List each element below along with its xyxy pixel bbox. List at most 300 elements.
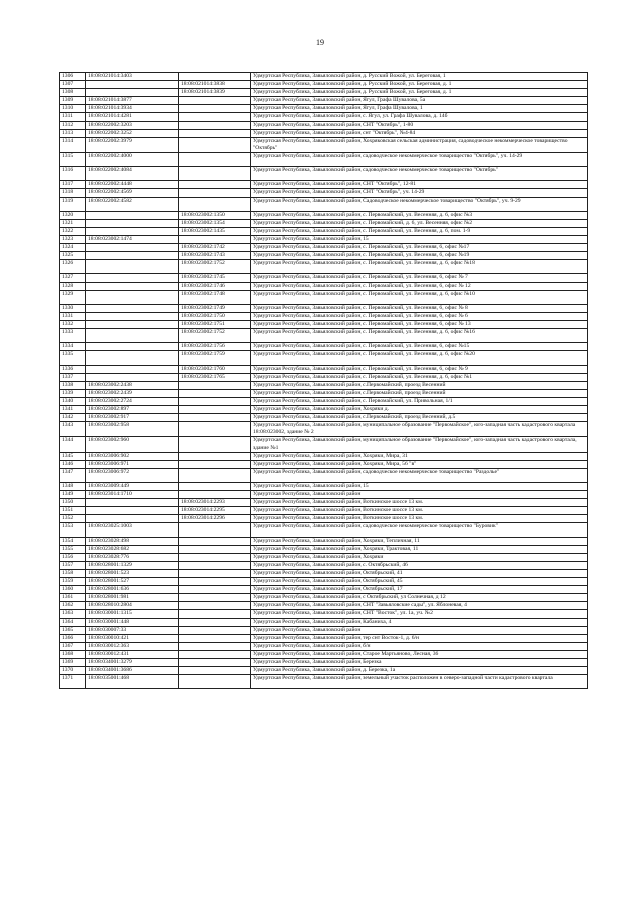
table-row bbox=[60, 397, 588, 405]
cadastral-number-cell: 18:08:028001:636 bbox=[86, 586, 179, 594]
table-row bbox=[60, 659, 588, 667]
address-cell: Удмуртская Республика, Завьяловский район, Кабаниха, 4 bbox=[251, 618, 588, 626]
address-cell: Удмуртская Республика, Завьяловский район, с.Первомайский, проезд Весенний, д.5 bbox=[251, 414, 588, 422]
address-cell: Удмуртская Республика, Завьяловский район, с. Первомайский, д. 6, ул. Весенняя, офис №2 bbox=[251, 219, 588, 227]
table-row bbox=[60, 381, 588, 389]
table-row bbox=[60, 537, 588, 545]
cadastral-number-2-cell bbox=[179, 452, 251, 460]
row-number-cell: 1362 bbox=[60, 602, 86, 610]
address-cell: Удмуртская Республика, Завьяловский район, д. Русский Вожой, ул. Береговая, д. 1 bbox=[251, 89, 588, 97]
cadastral-number-cell bbox=[86, 499, 179, 507]
cadastral-number-2-cell: 18:08:023002:1752 bbox=[179, 329, 251, 343]
table-row bbox=[60, 365, 588, 373]
cadastral-number-cell: 18:08:030010:421 bbox=[86, 634, 179, 642]
cadastral-number-2-cell bbox=[179, 381, 251, 389]
address-cell: Удмуртская Республика, Завьяловский район, СНТ "Октябрь", 1-80 bbox=[251, 121, 588, 129]
cadastral-number-cell: 18:08:023014:1710 bbox=[86, 491, 179, 499]
table-row bbox=[60, 282, 588, 290]
row-number-cell: 1364 bbox=[60, 618, 86, 626]
cadastral-number-cell: 18:08:021014:4281 bbox=[86, 113, 179, 121]
cadastral-number-cell: 18:08:023006:902 bbox=[86, 452, 179, 460]
cadastral-number-2-cell bbox=[179, 602, 251, 610]
table-row bbox=[60, 389, 588, 397]
cadastral-number-2-cell bbox=[179, 594, 251, 602]
table-row bbox=[60, 211, 588, 219]
table-row bbox=[60, 515, 588, 523]
cadastral-number-2-cell bbox=[179, 235, 251, 243]
address-cell: Удмуртская Республика, Завьяловский район, с. Первомайский, ул. Весенняя, 6, офис №19 bbox=[251, 252, 588, 260]
table-row bbox=[60, 545, 588, 553]
row-number-cell: 1335 bbox=[60, 351, 86, 365]
address-cell: Удмуртская Республика, Завьяловский район, с. Первомайский, ул. Весенняя, д. 6, офис №18 bbox=[251, 260, 588, 274]
row-number-cell: 1354 bbox=[60, 537, 86, 545]
table-row bbox=[60, 312, 588, 320]
row-number-cell: 1349 bbox=[60, 491, 86, 499]
cadastral-number-2-cell bbox=[179, 570, 251, 578]
row-number-cell: 1321 bbox=[60, 219, 86, 227]
address-cell: Удмуртская Республика, Завьяловский район, с.Первомайский, проезд Весенний bbox=[251, 389, 588, 397]
cadastral-number-cell bbox=[86, 507, 179, 515]
row-number-cell: 1314 bbox=[60, 137, 86, 152]
address-cell: Удмуртская Республика, Завьяловский район, Ягул, Графа Шувалова, 1 bbox=[251, 105, 588, 113]
table-row bbox=[60, 81, 588, 89]
row-number-cell: 1330 bbox=[60, 304, 86, 312]
cadastral-number-2-cell: 18:08:021014:3838 bbox=[179, 81, 251, 89]
cadastral-number-cell bbox=[86, 219, 179, 227]
address-cell: Удмуртская Республика, Завьяловский район, д. Березка, 1а bbox=[251, 667, 588, 675]
cadastral-number-cell bbox=[86, 343, 179, 351]
cadastral-number-2-cell: 18:08:023002:1751 bbox=[179, 321, 251, 329]
row-number-cell: 1357 bbox=[60, 561, 86, 569]
cadastral-number-cell: 18:08:022002:4448 bbox=[86, 181, 179, 189]
table-row bbox=[60, 507, 588, 515]
table-row bbox=[60, 274, 588, 282]
table-row bbox=[60, 618, 588, 626]
cadastral-number-2-cell: 18:08:023002:1745 bbox=[179, 274, 251, 282]
cadastral-number-cell bbox=[86, 227, 179, 235]
address-cell: Удмуртская Республика, Завьяловский район, с. Первомайский, ул. Весенняя, 6, офис №15 bbox=[251, 343, 588, 351]
cadastral-number-cell: 18:08:021014:3877 bbox=[86, 97, 179, 105]
cadastral-number-cell bbox=[86, 274, 179, 282]
table-row bbox=[60, 499, 588, 507]
cadastral-number-cell bbox=[86, 89, 179, 97]
cadastral-number-2-cell bbox=[179, 618, 251, 626]
cadastral-number-2-cell bbox=[179, 152, 251, 166]
address-cell: Удмуртская Республика, Завьяловский район, с. Первомайский, ул. Весенняя, д. 6, пом. 1-9 bbox=[251, 227, 588, 235]
cadastral-number-cell: 18:08:023025:1003 bbox=[86, 523, 179, 537]
cadastral-number-2-cell bbox=[179, 137, 251, 152]
table-row bbox=[60, 152, 588, 166]
cadastral-number-2-cell: 18:08:021014:3839 bbox=[179, 89, 251, 97]
address-cell: Удмуртская Республика, Завьяловский район, с Октябрьский, ул Солнечная, д 12 bbox=[251, 594, 588, 602]
cadastral-number-cell: 18:08:028001:527 bbox=[86, 578, 179, 586]
table-row bbox=[60, 667, 588, 675]
cadastral-number-2-cell bbox=[179, 675, 251, 689]
address-cell: Удмуртская Республика, Завьяловский район, с. Первомайский, ул. Весенняя, 6, офис № 9 bbox=[251, 365, 588, 373]
cadastral-number-cell bbox=[86, 321, 179, 329]
row-number-cell: 1334 bbox=[60, 343, 86, 351]
row-number-cell: 1346 bbox=[60, 460, 86, 468]
row-number-cell: 1312 bbox=[60, 121, 86, 129]
cadastral-number-cell: 18:08:023006:972 bbox=[86, 468, 179, 482]
cadastral-number-2-cell: 18:08:023002:1748 bbox=[179, 290, 251, 304]
cadastral-number-cell bbox=[86, 365, 179, 373]
cadastral-number-2-cell bbox=[179, 482, 251, 490]
row-number-cell: 1333 bbox=[60, 329, 86, 343]
cadastral-number-2-cell: 18:08:023002:1742 bbox=[179, 244, 251, 252]
register-body bbox=[60, 73, 588, 689]
cadastral-number-cell bbox=[86, 260, 179, 274]
cadastral-number-2-cell bbox=[179, 397, 251, 405]
row-number-cell: 1317 bbox=[60, 181, 86, 189]
cadastral-number-2-cell bbox=[179, 389, 251, 397]
address-cell: Удмуртская Республика, Завьяловский район, Воткинское шоссе 13 км. bbox=[251, 515, 588, 523]
cadastral-number-2-cell: 18:08:023002:1765 bbox=[179, 373, 251, 381]
cadastral-number-2-cell bbox=[179, 586, 251, 594]
cadastral-number-2-cell bbox=[179, 121, 251, 129]
row-number-cell: 1318 bbox=[60, 189, 86, 197]
cadastral-number-cell: 18:08:035001:468 bbox=[86, 675, 179, 689]
row-number-cell: 1319 bbox=[60, 197, 86, 211]
table-row bbox=[60, 244, 588, 252]
row-number-cell: 1358 bbox=[60, 570, 86, 578]
table-row bbox=[60, 329, 588, 343]
cadastral-number-cell bbox=[86, 211, 179, 219]
cadastral-number-2-cell: 18:08:023014:2296 bbox=[179, 515, 251, 523]
cadastral-number-cell bbox=[86, 81, 179, 89]
table-row bbox=[60, 167, 588, 181]
row-number-cell: 1360 bbox=[60, 586, 86, 594]
cadastral-number-cell: 18:08:022002:3203 bbox=[86, 121, 179, 129]
cadastral-number-2-cell: 18:08:023002:1759 bbox=[179, 351, 251, 365]
cadastral-number-2-cell: 18:08:023002:1746 bbox=[179, 282, 251, 290]
table-row bbox=[60, 89, 588, 97]
cadastral-number-2-cell: 18:08:023002:1350 bbox=[179, 211, 251, 219]
row-number-cell: 1367 bbox=[60, 642, 86, 650]
cadastral-number-2-cell bbox=[179, 468, 251, 482]
address-cell: Удмуртская Республика, Завьяловский район, Хохряковская сельская администрация, садоводческое некоммерческое товарищество "Октябрь" bbox=[251, 137, 588, 152]
row-number-cell: 1369 bbox=[60, 659, 86, 667]
address-cell: Удмуртская Республика, Завьяловский район, с. Первомайский, ул. Привольная, 1/1 bbox=[251, 397, 588, 405]
address-cell: Удмуртская Республика, Завьяловский район, д. Русский Вожой, ул. Береговая, 1 bbox=[251, 73, 588, 81]
row-number-cell: 1353 bbox=[60, 523, 86, 537]
table-row bbox=[60, 121, 588, 129]
table-row bbox=[60, 321, 588, 329]
row-number-cell: 1310 bbox=[60, 105, 86, 113]
table-row bbox=[60, 137, 588, 152]
row-number-cell: 1306 bbox=[60, 73, 86, 81]
cadastral-number-2-cell: 18:08:023002:1435 bbox=[179, 227, 251, 235]
row-number-cell: 1345 bbox=[60, 452, 86, 460]
address-cell: Удмуртская Республика, Завьяловский район, 15 bbox=[251, 235, 588, 243]
table-row bbox=[60, 626, 588, 634]
address-cell: Удмуртская Республика, Завьяловский район, СНТ "Восток", ул. 1а, уч. №2 bbox=[251, 610, 588, 618]
cadastral-number-2-cell bbox=[179, 73, 251, 81]
address-cell: Удмуртская Республика, Завьяловский район, с. Первомайский, ул. Весенняя, 6, офис № 7 bbox=[251, 274, 588, 282]
row-number-cell: 1327 bbox=[60, 274, 86, 282]
address-cell: Удмуртская Республика, Завьяловский район, муниципальное образование "Первомайское", юго-западная часть кадастрового квартала 18:08:023002, здание № 2 bbox=[251, 422, 588, 437]
cadastral-number-cell: 18:08:022002:4000 bbox=[86, 152, 179, 166]
address-cell: Удмуртская Республика, Завьяловский район, Хохряки д. bbox=[251, 406, 588, 414]
address-cell: Удмуртская Республика, Завьяловский район, СНТ "Октябрь", 12-81 bbox=[251, 181, 588, 189]
row-number-cell: 1350 bbox=[60, 499, 86, 507]
table-row bbox=[60, 129, 588, 137]
row-number-cell: 1329 bbox=[60, 290, 86, 304]
row-number-cell: 1332 bbox=[60, 321, 86, 329]
address-cell: Удмуртская Республика, Завьяловский район, с. Первомайский, ул. Весенняя, 6, офис №17 bbox=[251, 244, 588, 252]
row-number-cell: 1325 bbox=[60, 252, 86, 260]
row-number-cell: 1315 bbox=[60, 152, 86, 166]
cadastral-number-cell bbox=[86, 290, 179, 304]
cadastral-number-2-cell bbox=[179, 610, 251, 618]
table-row bbox=[60, 252, 588, 260]
address-cell: Удмуртская Республика, Завьяловский район, Октябрьский, 17 bbox=[251, 586, 588, 594]
cadastral-number-2-cell bbox=[179, 129, 251, 137]
address-cell: Удмуртская Республика, Завьяловский район, с. Первомайский, ул. Весенняя, д. 6, офис №20 bbox=[251, 351, 588, 365]
row-number-cell: 1366 bbox=[60, 634, 86, 642]
cadastral-number-cell: 18:08:030001:1315 bbox=[86, 610, 179, 618]
table-row bbox=[60, 602, 588, 610]
address-cell: Удмуртская Республика, Завьяловский район, тер снт Восток-1, д. 6/н bbox=[251, 634, 588, 642]
row-number-cell: 1316 bbox=[60, 167, 86, 181]
cadastral-number-2-cell bbox=[179, 537, 251, 545]
cadastral-number-2-cell bbox=[179, 437, 251, 452]
row-number-cell: 1359 bbox=[60, 578, 86, 586]
table-row bbox=[60, 113, 588, 121]
row-number-cell: 1338 bbox=[60, 381, 86, 389]
cadastral-number-cell: 18:08:023002:2439 bbox=[86, 389, 179, 397]
cadastral-number-2-cell bbox=[179, 113, 251, 121]
cadastral-number-cell bbox=[86, 515, 179, 523]
address-cell: Удмуртская Республика, Завьяловский район, Октябрьский, 41 bbox=[251, 570, 588, 578]
cadastral-number-cell: 18:08:023002:1474 bbox=[86, 235, 179, 243]
table-row bbox=[60, 235, 588, 243]
table-row bbox=[60, 97, 588, 105]
cadastral-number-2-cell bbox=[179, 406, 251, 414]
address-cell: Удмуртская Республика, Завьяловский район, с. Ягул, ул. Графа Шувалова, д. 14б bbox=[251, 113, 588, 121]
cadastral-number-cell: 18:08:023006:971 bbox=[86, 460, 179, 468]
cadastral-number-cell: 18:08:028010:2804 bbox=[86, 602, 179, 610]
row-number-cell: 1320 bbox=[60, 211, 86, 219]
row-number-cell: 1309 bbox=[60, 97, 86, 105]
table-row bbox=[60, 181, 588, 189]
address-cell: Удмуртская Республика, Завьяловский район bbox=[251, 491, 588, 499]
row-number-cell: 1311 bbox=[60, 113, 86, 121]
cadastral-number-cell bbox=[86, 282, 179, 290]
cadastral-number-cell: 18:08:022002:4582 bbox=[86, 197, 179, 211]
row-number-cell: 1352 bbox=[60, 515, 86, 523]
table-row bbox=[60, 343, 588, 351]
cadastral-number-2-cell: 18:08:023002:1743 bbox=[179, 252, 251, 260]
address-cell: Удмуртская Республика, Завьяловский район, Хохряки, Мира, 31 bbox=[251, 452, 588, 460]
cadastral-number-cell: 18:08:030007:33 bbox=[86, 626, 179, 634]
address-cell: Удмуртская Республика, Завьяловский район, с. Первомайский, ул. Весенняя, д. 6, офис №3 bbox=[251, 211, 588, 219]
row-number-cell: 1371 bbox=[60, 675, 86, 689]
row-number-cell: 1363 bbox=[60, 610, 86, 618]
row-number-cell: 1355 bbox=[60, 545, 86, 553]
table-row bbox=[60, 304, 588, 312]
cadastral-number-2-cell: 18:08:023002:1354 bbox=[179, 219, 251, 227]
address-cell: Удмуртская Республика, Завьяловский район, Старое Мартьяново, Лесная, 36 bbox=[251, 650, 588, 658]
cadastral-number-2-cell bbox=[179, 197, 251, 211]
page-number: 19 bbox=[316, 38, 324, 47]
cadastral-number-2-cell bbox=[179, 105, 251, 113]
table-row bbox=[60, 437, 588, 452]
cadastral-number-2-cell bbox=[179, 189, 251, 197]
row-number-cell: 1343 bbox=[60, 422, 86, 437]
address-cell: Удмуртская Республика, Завьяловский район, СНТ "Октябрь", уч. 14-29 bbox=[251, 189, 588, 197]
row-number-cell: 1368 bbox=[60, 650, 86, 658]
address-cell: Удмуртская Республика, Завьяловский район, Хохряки, Трактовая, 11 bbox=[251, 545, 588, 553]
table-row bbox=[60, 586, 588, 594]
cadastral-number-cell: 18:08:023002:2438 bbox=[86, 381, 179, 389]
cadastral-number-2-cell: 18:08:023014:2293 bbox=[179, 499, 251, 507]
row-number-cell: 1336 bbox=[60, 365, 86, 373]
cadastral-number-cell: 18:08:023009:449 bbox=[86, 482, 179, 490]
table-row bbox=[60, 452, 588, 460]
row-number-cell: 1342 bbox=[60, 414, 86, 422]
cadastral-number-cell: 18:08:023002:917 bbox=[86, 414, 179, 422]
row-number-cell: 1341 bbox=[60, 406, 86, 414]
row-number-cell: 1370 bbox=[60, 667, 86, 675]
cadastral-number-2-cell bbox=[179, 659, 251, 667]
table-row bbox=[60, 197, 588, 211]
cadastral-number-2-cell bbox=[179, 626, 251, 634]
cadastral-number-cell: 18:08:023002:2724 bbox=[86, 397, 179, 405]
cadastral-number-2-cell bbox=[179, 545, 251, 553]
table-row bbox=[60, 373, 588, 381]
table-row bbox=[60, 73, 588, 81]
cadastral-number-cell bbox=[86, 373, 179, 381]
address-cell: Удмуртская Республика, Завьяловский район, д. Русский Вожой, ул. Береговая, д. 1 bbox=[251, 81, 588, 89]
cadastral-number-2-cell bbox=[179, 561, 251, 569]
row-number-cell: 1307 bbox=[60, 81, 86, 89]
table-row bbox=[60, 290, 588, 304]
row-number-cell: 1344 bbox=[60, 437, 86, 452]
table-row bbox=[60, 634, 588, 642]
address-cell: Удмуртская Республика, Завьяловский район, с. Первомайский, ул. Весенняя, 6, офис № 13 bbox=[251, 321, 588, 329]
cadastral-number-cell: 18:08:030012:431 bbox=[86, 650, 179, 658]
table-row bbox=[60, 105, 588, 113]
cadastral-number-cell: 18:08:022002:4084 bbox=[86, 167, 179, 181]
cadastral-number-2-cell bbox=[179, 634, 251, 642]
row-number-cell: 1322 bbox=[60, 227, 86, 235]
row-number-cell: 1356 bbox=[60, 553, 86, 561]
address-cell: Удмуртская Республика, Завьяловский район, Воткинское шоссе 13 км. bbox=[251, 507, 588, 515]
cadastral-number-cell: 18:08:021014:3403 bbox=[86, 73, 179, 81]
cadastral-number-cell: 18:08:028001:523 bbox=[86, 570, 179, 578]
row-number-cell: 1323 bbox=[60, 235, 86, 243]
cadastral-number-2-cell bbox=[179, 167, 251, 181]
cadastral-number-cell: 18:08:022002:4569 bbox=[86, 189, 179, 197]
address-cell: Удмуртская Республика, Завьяловский район, садоводческое некоммерческое товарищество "Раздолье" bbox=[251, 468, 588, 482]
row-number-cell: 1324 bbox=[60, 244, 86, 252]
address-cell: Удмуртская Республика, Завьяловский район, Хохряки bbox=[251, 553, 588, 561]
row-number-cell: 1308 bbox=[60, 89, 86, 97]
cadastral-number-cell: 18:08:028001:981 bbox=[86, 594, 179, 602]
cadastral-number-2-cell bbox=[179, 650, 251, 658]
cadastral-number-2-cell: 18:08:023002:1752 bbox=[179, 260, 251, 274]
cadastral-number-2-cell bbox=[179, 460, 251, 468]
table-row bbox=[60, 642, 588, 650]
address-cell: Удмуртская Республика, Завьяловский район, земельный участок расположен в северо-западной части кадастрового квартала bbox=[251, 675, 588, 689]
address-cell: Удмуртская Республика, Завьяловский район, СНТ "Завьяловские сады", ул. Яблоневая, 4 bbox=[251, 602, 588, 610]
cadastral-number-cell: 18:08:022002:3979 bbox=[86, 137, 179, 152]
row-number-cell: 1326 bbox=[60, 260, 86, 274]
address-cell: Удмуртская Республика, Завьяловский район, с. Первомайский, ул. Весенняя, д. 6, офис №1 bbox=[251, 373, 588, 381]
table-row bbox=[60, 650, 588, 658]
address-cell: Удмуртская Республика, Завьяловский район, с. Первомайский, ул. Весенняя, д. 6, офис №16 bbox=[251, 329, 588, 343]
cadastral-number-cell: 18:08:028001:1329 bbox=[86, 561, 179, 569]
address-cell: Удмуртская Республика, Завьяловский район, б/н bbox=[251, 642, 588, 650]
row-number-cell: 1365 bbox=[60, 626, 86, 634]
cadastral-number-cell bbox=[86, 312, 179, 320]
cadastral-number-2-cell bbox=[179, 414, 251, 422]
cadastral-number-cell: 18:08:034001:3279 bbox=[86, 659, 179, 667]
row-number-cell: 1340 bbox=[60, 397, 86, 405]
address-cell: Удмуртская Республика, Завьяловский район, с. Октябрьский, 46 bbox=[251, 561, 588, 569]
cadastral-number-2-cell bbox=[179, 491, 251, 499]
table-row bbox=[60, 491, 588, 499]
address-cell: Удмуртская Республика, Завьяловский район, Ягул, Графа Шувалова, 5а bbox=[251, 97, 588, 105]
table-row bbox=[60, 422, 588, 437]
row-number-cell: 1337 bbox=[60, 373, 86, 381]
cadastral-number-2-cell: 18:08:023002:1750 bbox=[179, 312, 251, 320]
table-row bbox=[60, 578, 588, 586]
address-cell: Удмуртская Республика, Завьяловский район, Воткинское шоссе 13 км. bbox=[251, 499, 588, 507]
row-number-cell: 1328 bbox=[60, 282, 86, 290]
cadastral-number-cell: 18:08:034001:3686 bbox=[86, 667, 179, 675]
address-cell: Удмуртская Республика, Завьяловский район, Садоводческое некоммерческое товарищество "Октябрь", уч. 9-29 bbox=[251, 197, 588, 211]
cadastral-number-2-cell: 18:08:023002:1749 bbox=[179, 304, 251, 312]
address-cell: Удмуртская Республика, Завьяловский район, снт "Октябрь", №4-84 bbox=[251, 129, 588, 137]
register-table bbox=[59, 72, 588, 689]
row-number-cell: 1331 bbox=[60, 312, 86, 320]
table-row bbox=[60, 553, 588, 561]
cadastral-number-2-cell bbox=[179, 523, 251, 537]
address-cell: Удмуртская Республика, Завьяловский район, с. Первомайский, ул. Весенняя, 6, офис № 8 bbox=[251, 304, 588, 312]
cadastral-number-cell: 18:08:022002:3252 bbox=[86, 129, 179, 137]
row-number-cell: 1339 bbox=[60, 389, 86, 397]
cadastral-number-2-cell bbox=[179, 422, 251, 437]
address-cell: Удмуртская Республика, Завьяловский район, садоводческое некоммерческое товарищество "Октябрь", уч. 14-29 bbox=[251, 152, 588, 166]
table-row bbox=[60, 219, 588, 227]
cadastral-number-cell: 18:08:023028:776 bbox=[86, 553, 179, 561]
table-row bbox=[60, 189, 588, 197]
cadastral-number-2-cell bbox=[179, 667, 251, 675]
cadastral-number-2-cell bbox=[179, 553, 251, 561]
table-row bbox=[60, 523, 588, 537]
cadastral-number-cell: 18:08:023002:960 bbox=[86, 437, 179, 452]
address-cell: Удмуртская Республика, Завьяловский район, с.Первомайский, проезд Весенний bbox=[251, 381, 588, 389]
cadastral-number-cell: 18:08:023028:498 bbox=[86, 537, 179, 545]
address-cell: Удмуртская Республика, Завьяловский район, 15 bbox=[251, 482, 588, 490]
table-row bbox=[60, 351, 588, 365]
table-row bbox=[60, 570, 588, 578]
cadastral-number-cell: 18:08:023002:958 bbox=[86, 422, 179, 437]
cadastral-number-2-cell bbox=[179, 642, 251, 650]
address-cell: Удмуртская Республика, Завьяловский район, с. Первомайский, ул. Весенняя, д. 6, офис №10 bbox=[251, 290, 588, 304]
row-number-cell: 1351 bbox=[60, 507, 86, 515]
cadastral-number-cell bbox=[86, 304, 179, 312]
table-row bbox=[60, 460, 588, 468]
cadastral-number-2-cell bbox=[179, 578, 251, 586]
address-cell: Удмуртская Республика, Завьяловский район, Хохряки, Тепличная, 11 bbox=[251, 537, 588, 545]
cadastral-number-2-cell: 18:08:023014:2295 bbox=[179, 507, 251, 515]
cadastral-number-2-cell: 18:08:023002:1760 bbox=[179, 365, 251, 373]
cadastral-number-cell: 18:08:023002:897 bbox=[86, 406, 179, 414]
cadastral-number-cell bbox=[86, 329, 179, 343]
